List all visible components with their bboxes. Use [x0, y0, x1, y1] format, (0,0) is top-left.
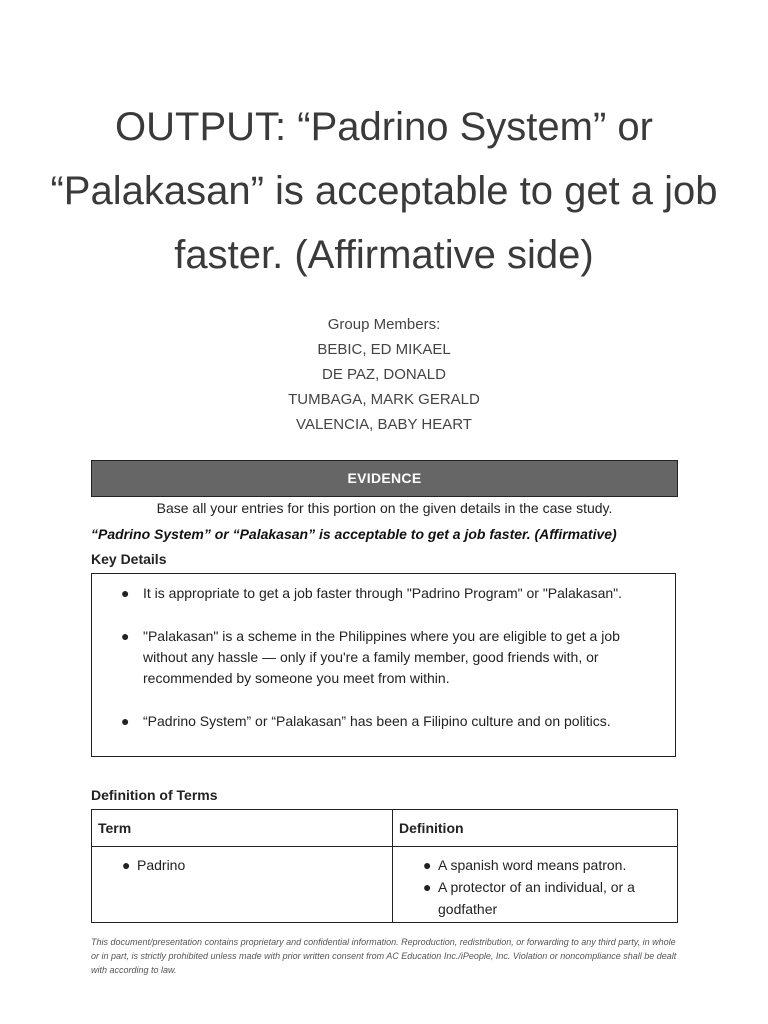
member-name: TUMBAGA, MARK GERALD	[288, 391, 480, 408]
list-item	[92, 583, 675, 604]
key-details-label: Key Details	[91, 551, 167, 567]
column-header-definition: Definition	[393, 810, 678, 847]
member-name: VALENCIA, BABY HEART	[296, 416, 472, 433]
bullet-icon: ●	[121, 628, 130, 644]
key-detail-text: It is appropriate to get a job faster through "Padrino Program" or "Palakasan".	[143, 585, 623, 601]
member-name: DE PAZ, DONALD	[322, 366, 446, 383]
bullet-icon: ●	[423, 857, 432, 873]
term-cell	[92, 847, 393, 923]
members-heading: Group Members:	[327, 316, 441, 333]
key-detail-text: "Palakasan" is a scheme in the Philippines where you are eligible to get a job without any hassle — only if you're a family member, good friends with, or recommended by someone you meet from within.	[143, 628, 620, 686]
definition-text: A protector of an individual, or a godfather	[438, 879, 635, 917]
definition-list	[393, 854, 677, 920]
group-members	[0, 312, 768, 437]
bullet-icon: ●	[122, 857, 131, 873]
table-row	[92, 847, 678, 923]
bullet-icon: ●	[121, 585, 130, 601]
key-detail-text: “Padrino System” or “Palakasan” has been a Filipino culture and on politics.	[143, 713, 611, 729]
bullet-icon: ●	[423, 879, 432, 895]
list-item	[92, 854, 392, 876]
member-name: BEBIC, ED MIKAEL	[317, 341, 451, 358]
definition-cell	[393, 847, 678, 923]
definitions-label: Definition of Terms	[91, 787, 218, 803]
document-title: OUTPUT: “Padrino System” or “Palakasan” is acceptable to get a job faster. (Affirmative side)	[50, 105, 718, 277]
key-details-box	[91, 573, 676, 757]
term-list	[92, 854, 392, 876]
list-item	[92, 626, 675, 689]
table-header-row	[92, 810, 678, 847]
confidentiality-notice: This document/presentation contains proprietary and confidential information. Reproduction, redistribution, or forwarding to any third party, in whole or in part, is strictly prohibited unless made with prior written consent from AC Education Inc./iPeople, Inc. Violation or noncompliance shall be dealt with according to law.	[91, 937, 677, 975]
evidence-instruction: Base all your entries for this portion on the given details in the case study.	[156, 500, 613, 516]
list-item	[393, 854, 677, 876]
definition-text: A spanish word means patron.	[438, 857, 627, 873]
list-item	[92, 711, 675, 732]
term-text: Padrino	[137, 857, 186, 873]
list-item	[393, 876, 677, 920]
definitions-table	[91, 809, 678, 923]
evidence-header: EVIDENCE	[91, 460, 678, 497]
key-details-list	[92, 574, 675, 732]
column-header-term: Term	[92, 810, 393, 847]
bullet-icon: ●	[121, 713, 130, 729]
debate-motion: “Padrino System” or “Palakasan” is acceptable to get a job faster. (Affirmative)	[91, 526, 617, 542]
